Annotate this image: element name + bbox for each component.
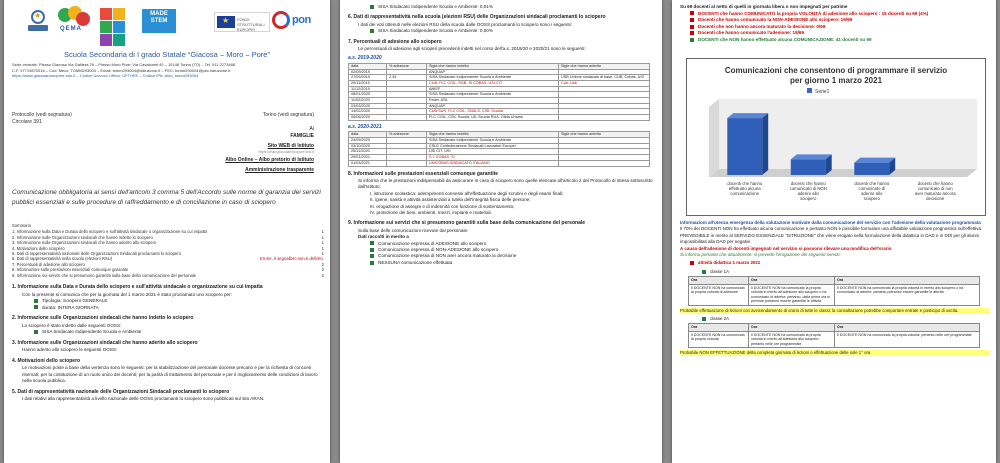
- assessment-text: Il 70% dei DOCENTI NON ha effettuato alcuna comunicazione e pertanto NON è possibile formulare una affidabile valutazione prognostica sull'effettiva PREVEDIBILE in merito al SERVIZIO ESSENZIALE "ISTRUZIONE" che viene erogato nella formulazione della didattica in DAD e in DDI per gli alunni impossibilitati alla DAD per negativi.: [680, 226, 982, 245]
- table-header: Ora: [689, 324, 749, 332]
- table-cell: ANQUAP: [427, 69, 559, 75]
- eu-funds-logo: ★ FONDI STRUTTURALI EUROPEI: [214, 12, 270, 32]
- address-line: https://www.giacosamoropore.edu.it – Codice Univoco Ufficio: UFTHEE – Codice IPA: istsc_tomm293004: [12, 73, 199, 78]
- table-header: Sigle che hanno aderito: [559, 63, 650, 69]
- section-9-head: Dati raccolti in merito a: [358, 234, 409, 240]
- summary-row[interactable]: 9. Informazione sui servizi che si presumono garantiti sulla base della comunicazione del personale 2: [12, 272, 324, 278]
- section-7-text: Le percentuali di adesione agli scioperi precedenti indetti nel corso dell'a.s. 2019/20 e 2020/21 sono le seguenti:: [358, 46, 586, 52]
- summary-row[interactable]: 3. Informazione sulle Organizzazioni sindacali che hanno aderito allo sciopero 1: [12, 240, 324, 246]
- bullet-icon: [34, 305, 38, 309]
- table-body: [349, 137, 650, 166]
- section-8-title: 8. Informazioni sulle prestazioni essenziali comunque garantite: [348, 170, 499, 177]
- table-header: Ora: [749, 324, 835, 332]
- page3-body: [680, 220, 990, 358]
- table-cell: 02/09/2019: [349, 69, 387, 75]
- section-8-item: II. igiene, sanità e attività assistenziali a tutela dell'integrità fisica delle persone;: [370, 197, 531, 203]
- chart-category-label: docenti che hanno comunicato di aderire allo sciopero: [854, 181, 890, 201]
- section-1-title: 1. Informazione sulla Data e Durata dello sciopero e sull'attività sindacale o organizzazione su cui impatta: [12, 284, 263, 290]
- page1-body: [12, 280, 324, 403]
- schedule-table-2a: [688, 323, 980, 348]
- section-9-title: 9. Informazione sui servizi che si presumono garantiti sulla base della comunicazione del personale: [348, 220, 586, 227]
- table-header: data: [349, 132, 387, 138]
- document-page-1: [4, 0, 330, 463]
- chart-bar-top: [854, 158, 895, 163]
- table-cell: ANIEF: [427, 86, 559, 92]
- section-2-text: Lo sciopero è stato indetto dalle seguenti OOSS:: [22, 322, 122, 328]
- table-header: Ora: [835, 324, 980, 332]
- table-cell: [387, 160, 427, 166]
- stat-line: [680, 37, 990, 44]
- summary-row[interactable]: 6. Dati di rappresentatività nella scuola (elezioni RSU) Errore. Il segnalibro non è definito.: [12, 256, 324, 262]
- recipients-block: [194, 126, 314, 174]
- circular-number: Circolare 391: [12, 119, 42, 125]
- table-cell: 2,34: [387, 75, 427, 81]
- stat-line: [680, 11, 990, 18]
- class-1a-heading: classe 1A: [680, 269, 990, 275]
- bullet-icon: [370, 29, 374, 33]
- chart-bar: [854, 163, 889, 175]
- year-label: a.s. 2020-2021: [348, 123, 382, 130]
- section-6-text: I dati dei voti ottenuti nelle elezioni RSU della scuola dalle OOSS proclamanti lo sciopero sono i seguenti:: [358, 21, 572, 27]
- stat-text: Docenti che hanno comunicato l'adesione: 15/69: [698, 30, 805, 36]
- protocol-block: [12, 112, 72, 126]
- stat-text: Docenti che non hanno ancora maturato la decisione: 0/69: [698, 23, 826, 29]
- section-9-item: Comunicazione espressa di ADESIONE allo sciopero: [348, 241, 654, 247]
- qema-logo: QEMA: [58, 6, 90, 36]
- table-cell: 24/09/2020: [349, 137, 387, 143]
- section-9-item: NESSUNA comunicazione effettuata: [348, 260, 654, 266]
- chart-category-label: docenti che hanno comunicato di non aver maturato ancora decisione: [914, 181, 956, 201]
- document-page-3: [672, 0, 996, 463]
- table-cell: UNICOBAS SINDACATO ITALIANO: [427, 160, 559, 166]
- table-header: Ora: [835, 277, 980, 285]
- section-8-item: I. istruzione scolastica: adempimenti connessi all'effettuazione degli scrutini e degli esami finali;: [370, 190, 564, 196]
- table-cell: USB Unione sindacale di base, CUB, Cobas, USI: [559, 75, 650, 81]
- section-8-text: Si informa che le prestazioni indispensabili da assicurare in caso di sciopero sono quelle elencate all'articolo 2 del Protocollo di intesa sottoscritto dall'Istituto:: [358, 177, 653, 190]
- summary-row[interactable]: 7. Percentuali di adesione allo sciopero 2: [12, 261, 324, 267]
- header-logos: [10, 6, 324, 46]
- bullet-icon: [690, 11, 694, 15]
- chart-wall-left: [709, 99, 719, 177]
- table-header: Sigla che hanno indetto: [427, 132, 559, 138]
- section-2-title: 2. Informazione sulle Organizzazioni sindacali che hanno indetto lo sciopero: [12, 315, 194, 321]
- stat-line: [680, 24, 990, 31]
- highlight-1a: Probabile effettuazione di lezioni con avvicendamento di orario di tutte le classi; la consultazione potrebbe comportare entrate e posticipo di uscita.: [680, 308, 990, 314]
- bullet-icon: [702, 270, 706, 274]
- table-cell: 29/01/2021: [349, 155, 387, 161]
- bullet-icon: [690, 18, 694, 22]
- chart-title: Comunicazioni che consentono di programmare il servizio per giorno 1 marzo 2021: [724, 66, 948, 85]
- table-header: % adesione: [387, 63, 427, 69]
- table-row: [349, 75, 650, 81]
- table-header-row: [689, 277, 980, 285]
- section-7-title: 7. Percentuali di adesione allo sciopero: [348, 38, 442, 45]
- bullet-icon: [370, 241, 374, 245]
- school-name: Scuola Secondaria di I grado Statale “Giacosa – Moro – Pore”: [64, 50, 270, 59]
- recipient-trasparenza[interactable]: Amministrazione trasparente: [245, 167, 314, 173]
- bullet-icon: [690, 31, 694, 35]
- stat-text: DOCENTI che NON hanno effettuato alcuna COMUNICAZIONE: 41 docenti su 69: [698, 36, 872, 42]
- stat-text: DOCENTI che hanno COMUNICATO la propria VOLONTÀ di adesione allo sciopero : 15 docenti su 69 (4%): [698, 10, 929, 16]
- recipient-website-link[interactable]: https://www.giacosamoropore.edu.it: [258, 150, 314, 154]
- table-cell: 03/03/2020: [349, 103, 387, 109]
- table-header-row: [689, 324, 980, 332]
- table-cell: 06/06/2020: [349, 115, 387, 121]
- recipient-website[interactable]: Sito WEB di Istituto: [267, 143, 314, 149]
- stats-lines: [680, 11, 990, 44]
- table-cell: [387, 115, 427, 121]
- table-header: % adesione: [387, 132, 427, 138]
- chart-bar-side: [762, 113, 768, 175]
- address-line: C.F. 97719870016 – Cod. Mecc. TOMM293004 – Email: tomm293004@istruzione.it – PEC: tomm293004@pec.istruzione.it: [12, 67, 231, 73]
- chart-category-label: docenti che hanno effettuato alcuna comunicazione: [727, 181, 763, 196]
- section-4-title: 4. Motivazioni dello sciopero: [12, 357, 81, 364]
- pon-logo: pon: [272, 10, 318, 32]
- table-cell: Il DOCENTE NON ha comunicato la propria volontà in merito all'adesione allo sciopero: pertanto nelle ore programmate: [749, 331, 835, 348]
- table-cell: Il DOCENTE NON ha comunicato la propria volontà: [689, 331, 749, 348]
- table-cell: 03/10/2020: [349, 143, 387, 149]
- section-6-title: 6. Dati di rappresentatività nella scuola (elezioni RSU) delle Organizzazioni sindacali proclamanti lo sciopero: [348, 14, 606, 21]
- bullet-icon: [34, 330, 38, 334]
- section-1-text: Con la presente si comunica che per la giornata del 1 marzo 2021 è stato proclamato uno sciopero per:: [22, 291, 232, 297]
- section-5-title: 5. Dati di rappresentatività nazionale delle Organizzazioni Sindacali proclamanti lo sciopero: [12, 388, 230, 395]
- section-4-text: Le motivazioni poste a base della vertenza sono le seguenti: per la stabilizzazione del personale docente precario e per la richiesta di concorsi riservati; per la costituzione di un ruolo unico dei docenti; per la parità di trattamento del personale e per il miglioramento delle condizioni di lavoro nella scuola pubblica.: [22, 365, 318, 383]
- table-cell: Il DOCENTE NON ha comunicato la propria volontà: pertanto nelle ore programmate: [835, 331, 980, 348]
- table-cell: 11/02/2020: [349, 98, 387, 104]
- table-cell: 11/12/2019: [349, 86, 387, 92]
- bullet-icon: [370, 5, 374, 9]
- summary-block: [12, 223, 324, 278]
- bullet-icon: [370, 261, 374, 265]
- bullet-icon: [370, 248, 374, 252]
- table-cell: SISA Sindacato Indipendente Scuola e Ambiente: [427, 75, 559, 81]
- italian-republic-emblem: ★: [28, 8, 48, 32]
- assessment-note: A causa dell'adesione di docenti impegnati nel servizio si possono rilevare una modifica dell'orario: [680, 245, 892, 251]
- class-2a-heading: classe 2A: [680, 316, 990, 322]
- section-9-item: Comunicazione espressa di NON aver ancora maturato la decisione: [348, 253, 654, 259]
- table-cell: SISA Sindacato Indipendente Scuola e Ambiente: [427, 92, 559, 98]
- table-cell: Il DOCENTE NON ha comunicato la propria volontà in merito allo sciopero o ha comunicato di aderire: pertanto potranno essere garantite le attività: [835, 284, 980, 305]
- bullet-icon: [690, 25, 694, 29]
- legend-swatch: [807, 88, 812, 93]
- section-6-item: SISA Sindacato Indipendente Scuola e Ambiente: 0,00%: [348, 28, 654, 34]
- table-row: [689, 331, 980, 348]
- stem-logo: MADE STEM: [142, 9, 176, 33]
- table-cell: 27/09/2019: [349, 75, 387, 81]
- table-cell: Cub, Usb: [559, 80, 650, 86]
- table-cell: 08/01/2020: [349, 92, 387, 98]
- table-cell: CUB SUR, FLC CGIL, SNALS, CISL Scuola: [427, 109, 559, 115]
- stat-line: [680, 30, 990, 37]
- section-1-item: durata: INTERA GIORNATA: [12, 305, 324, 312]
- document-page-2: [340, 0, 662, 463]
- section-9-text: Sulla base delle comunicazioni ricevute dal personale:: [358, 227, 469, 233]
- intro-line: Su 69 docenti al netto di quelli in giornata libera o non impegnati per patrime: [680, 4, 848, 9]
- section-8-item: III. erogazione di assegni e di indennità con funzione di sostentamento;: [370, 203, 515, 209]
- legend-label: Serie1: [815, 89, 830, 95]
- city-date: Torino (vedi segnatura): [262, 112, 314, 118]
- chart-bar-top: [791, 154, 832, 159]
- summary-row[interactable]: 5. Dati di rappresentatività nazionale delle Organizzazioni Sindacali proclamanti lo sciopero 1: [12, 251, 324, 257]
- communication-title: Comunicazione obbligatoria ai sensi dell'articolo 3 comma 5 dell'Accordo sulle norme di garanzia dei servizi pubblici essenziali e sulle procedure di raffreddamento e di conciliazione in caso di sciopero: [12, 189, 321, 206]
- table-cell: Il DOCENTE NON ha comunicato la propria volontà in merito all'adesione allo sciopero o ha comunicato di aderire: pertanto, dalla prima ora si prevede potranno essere garantite le attività: [749, 284, 835, 305]
- section-2-item: SISA Sindacato Indipendente Scuola e Ambiente: [12, 329, 324, 336]
- bullet-icon: [370, 254, 374, 258]
- recipient-families: FAMIGLIE: [290, 133, 314, 139]
- assessment-heading: Informazioni all'utenza emergenza della valutazione motivate dalla comunicazione del servizio con l'adesione della valutazione programmata: [680, 220, 981, 225]
- table-cell: CUB, FLC CGIL, SGB, SI COBAS, USI-CIT: [427, 80, 559, 86]
- bar-chart: [686, 58, 986, 216]
- summary-title: Sommario: [12, 223, 32, 228]
- address-line: Sede centrale: Plesso Giacosa Via Galliera 29 – Plesso Moro Pore: Via Cavalcanti 40 – 10148 Torino (TO) – Tel. 011 2273468: [12, 62, 236, 67]
- table-cell: USI CIT, USI: [427, 149, 559, 155]
- school-address: [12, 62, 322, 79]
- page2-body: [348, 4, 654, 266]
- table-header: data: [349, 63, 387, 69]
- recipient-albo[interactable]: Albo Online – Albo pretorio di Istituto: [225, 157, 314, 163]
- bullet-icon: [702, 317, 706, 321]
- chart-bar-top: [727, 113, 768, 118]
- schedule-table-1a: [688, 276, 980, 306]
- table-cell: [559, 160, 650, 166]
- chart-category-label: docenti che hanno comunicato di NON aderire allo sciopero: [789, 181, 827, 201]
- table-cell: S.I. COBAS, SI: [427, 155, 559, 161]
- table-cell: SISA Sindacato Indipendente Scuola e Ambiente: [427, 137, 559, 143]
- section-5-text: I dati relativi alla rappresentatività a livello nazionale delle OOSS proclamanti lo sciopero sono pubblicati sul sito ARAN.: [22, 396, 265, 401]
- summary-row[interactable]: 8. Informazioni sulle prestazioni essenziali comunque garantite 2: [12, 267, 324, 273]
- table-cell: Feder. ATA: [427, 98, 559, 104]
- protocol-line: Protocollo (vedi segnatura): [12, 112, 72, 118]
- table-body: [349, 69, 650, 120]
- chart-bar: [727, 118, 762, 175]
- stat-text: Docenti che hanno comunicato la NON-ADESIONE allo sciopero: 19/69: [698, 17, 853, 23]
- chart-bar: [791, 159, 826, 175]
- table-header: Ora: [749, 277, 835, 285]
- chart-svg: [687, 59, 985, 215]
- bullet-icon: [34, 299, 38, 303]
- table-row: [349, 115, 650, 121]
- summary-row[interactable]: 1. Informazione sulla Data e Durata dello sciopero e sull'attività sindacale o organizzazione su cui impatta 1: [12, 229, 324, 235]
- section-9-item: Comunicazione espressa di NON-ADESIONE allo sciopero: [348, 247, 654, 253]
- table-cell: 14/02/2020: [349, 109, 387, 115]
- table-cell: CSLE Confederazione Sindacati Lavoratori Europei: [427, 143, 559, 149]
- section-8-item: IV. protezione dei beni, ambienti, mezzi, impianti e materiali.: [370, 209, 492, 215]
- table-header: Sigla che hanno indetto: [427, 63, 559, 69]
- table-header: Sigle che hanno aderito: [559, 132, 650, 138]
- table-cell: 01/03/2021: [349, 160, 387, 166]
- table-row: [349, 160, 650, 166]
- assessment-conclusion: Si informa pertanto che attualmente: si prevede l'erogazione dei seguenti servizi:: [680, 252, 841, 258]
- strike-table-2019: [348, 63, 650, 121]
- activity-heading: attività didattica 1 marzo 2021: [680, 260, 990, 266]
- section-3-title: 3. Informazione sulle Organizzazioni sindacali che hanno aderito allo sciopero: [12, 339, 198, 346]
- highlight-2a: Probabile NON EFFETTUAZIONE della completa giornata di lezioni o effettuazione delle sole 1° ora: [680, 350, 990, 356]
- school-tiles-logo: [100, 8, 138, 34]
- recipient-prefix: Ai: [309, 126, 314, 132]
- table-cell: [559, 115, 650, 121]
- bullet-icon: [690, 38, 694, 42]
- table-cell: 29/11/2019: [349, 80, 387, 86]
- year-label: a.s. 2019-2020: [348, 55, 382, 62]
- section-3-text: Hanno aderito allo sciopero le seguenti OOSS:: [22, 347, 118, 352]
- table-cell: ANQUAP: [427, 103, 559, 109]
- section-1-item: Tipologia: Sciopero GENERALE: [12, 298, 324, 305]
- table-row: [689, 284, 980, 305]
- bullet-icon: [690, 261, 694, 265]
- table-cell: Il DOCENTE NON ha comunicato la propria volontà di adesione: [689, 284, 749, 305]
- page3-intro: [680, 4, 990, 44]
- table-cell: 25/11/2020: [349, 149, 387, 155]
- table-header: Ora: [689, 277, 749, 285]
- table-cell: FLC CGIL, CISL Scuola, UIL Scuola RUA, Gilda Unams: [427, 115, 559, 121]
- stat-line: [680, 17, 990, 24]
- strike-table-2020: [348, 131, 650, 166]
- summary-row[interactable]: 2. Informazione sulle Organizzazioni sindacali che hanno indetto lo sciopero 1: [12, 234, 324, 240]
- top-item: SISA Sindacato Indipendente Scuola e Ambiente: 0,01%: [348, 4, 654, 10]
- summary-row[interactable]: 4. Motivazioni dello sciopero 1: [12, 245, 324, 251]
